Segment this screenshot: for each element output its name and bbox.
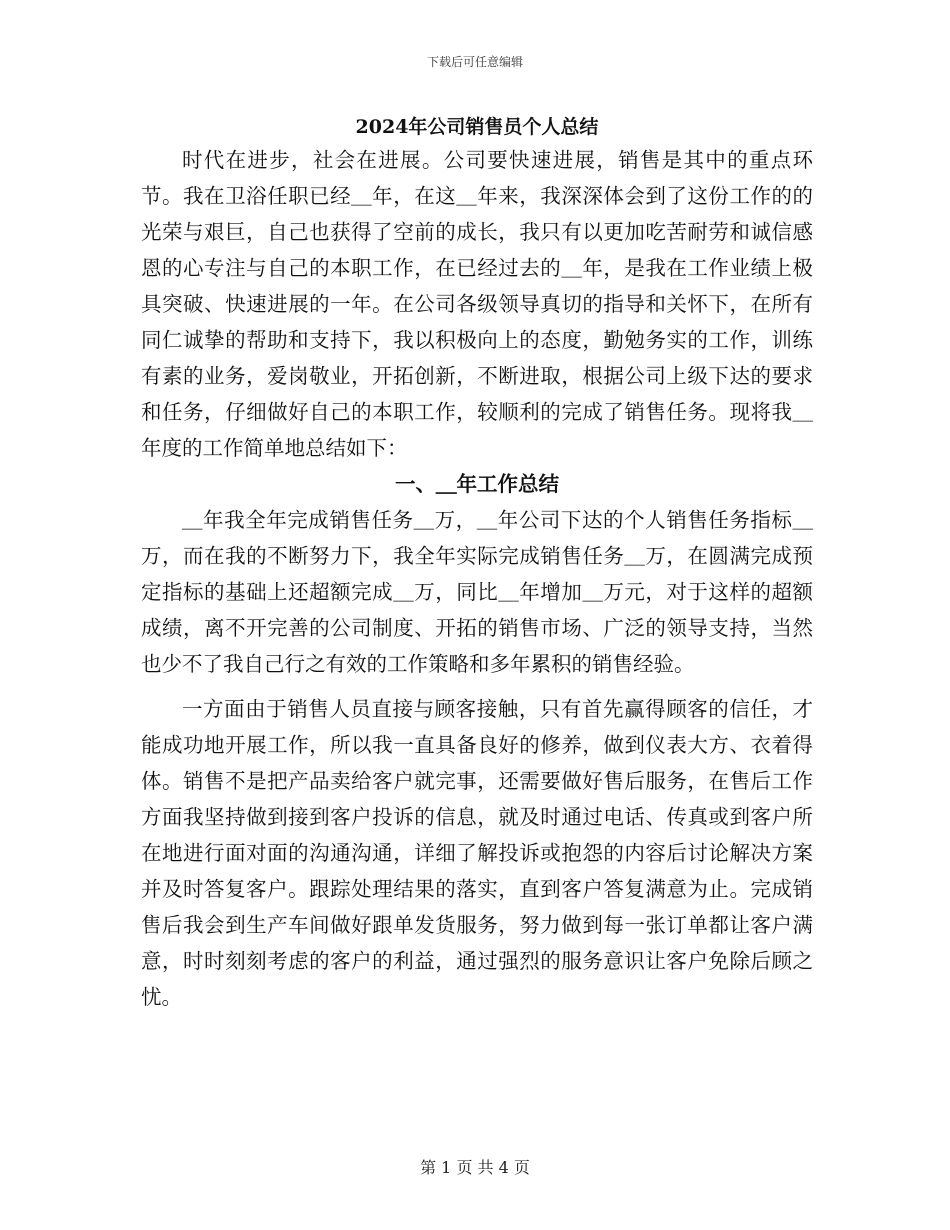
section-paragraph-1: ＿年我全年完成销售任务＿万，＿年公司下达的个人销售任务指标＿万，而在我的不断努力下，我全年实际完成销售任务＿万，在圆满完成预定指标的基础上还超额完成＿万，同比＿年增加＿万元，对于这样的超额成绩，离不开完善的公司制度、开拓的销售市场、广泛的领导支持，当然也少不了我自己行之有效的工作策略和多年累积的销售经验。 bbox=[141, 508, 813, 676]
section-heading: 一、＿年工作总结 bbox=[395, 472, 559, 496]
page-footer: 第 1 页 共 4 页 bbox=[420, 1158, 530, 1177]
document-body bbox=[141, 112, 813, 1015]
intro-paragraph: 时代在进步，社会在进展。公司要快速进展，销售是其中的重点环节。我在卫浴任职已经＿年，在这＿年来，我深深体会到了这份工作的的光荣与艰巨，自己也获得了空前的成长，我只有以更加吃苦耐劳和诚信感恩的心专注与自己的本职工作，在已经过去的＿年，是我在工作业绩上极具突破、快速进展的一年。在公司各级领导真切的指导和关怀下，在所有同仁诚挚的帮助和支持下，我以积极向上的态度，勤勉务实的工作，训练有素的业务，爱岗敬业，开拓创新，不断进取，根据公司上级下达的要求和任务，仔细做好自己的本职工作，较顺利的完成了销售任务。现将我＿年度的工作简单地总结如下： bbox=[141, 148, 813, 460]
section-paragraph-2: 一方面由于销售人员直接与顾客接触，只有首先赢得顾客的信任，才能成功地开展工作，所以我一直具备良好的修养，做到仪表大方、衣着得体。销售不是把产品卖给客户就完事，还需要做好售后服务，在售后工作方面我坚持做到接到客户投诉的信息，就及时通过电话、传真或到客户所在地进行面对面的沟通沟通，详细了解投诉或抱怨的内容后讨论解决方案并及时答复客户。跟踪处理结果的落实，直到客户答复满意为止。完成销售后我会到生产车间做好跟单发货服务，努力做到每一张订单都让客户满意，时时刻刻考虑的客户的利益，通过强烈的服务意识让客户免除后顾之忧。 bbox=[141, 697, 813, 1009]
document-title: 2024年公司销售员个人总结 bbox=[355, 116, 599, 138]
header-note: 下载后可任意编辑 bbox=[426, 55, 523, 69]
paragraph-gap bbox=[141, 682, 813, 691]
